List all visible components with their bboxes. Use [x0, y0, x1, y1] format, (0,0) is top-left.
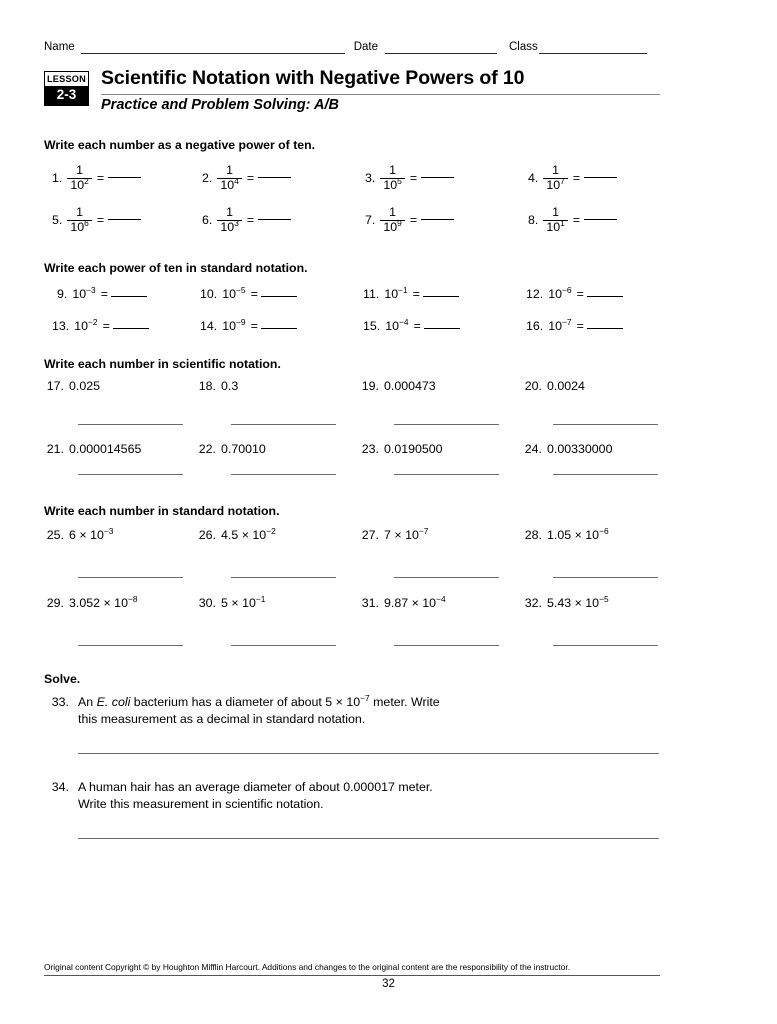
answer-line-31[interactable] — [394, 645, 499, 646]
item-number: 12. — [526, 287, 544, 301]
item-number: 20. — [524, 379, 542, 393]
decimal-value: 0.000473 — [384, 379, 436, 393]
fraction-denominator: $10^7$ — [546, 175, 565, 193]
item-number: 8. — [528, 213, 539, 228]
problem-item-31 — [359, 593, 446, 610]
problem-item-3 — [365, 164, 454, 192]
fraction — [67, 206, 91, 234]
equals-sign: = — [576, 319, 584, 333]
answer-line-23[interactable] — [394, 474, 499, 475]
equals-sign: = — [100, 287, 108, 301]
scientific-notation-value: $7 \times 10^{-7}$ — [384, 525, 429, 542]
fraction — [543, 164, 567, 192]
answer-line-29[interactable] — [78, 645, 183, 646]
equals-sign: = — [572, 213, 581, 228]
item-number: 32. — [524, 596, 542, 610]
lesson-badge-label: LESSON — [45, 72, 88, 86]
problem-item-7 — [365, 206, 454, 234]
decimal-value: 0.70010 — [221, 442, 266, 456]
decimal-value: 0.0190500 — [384, 442, 443, 456]
item-number: 25. — [46, 528, 64, 542]
decimal-value: 0.0024 — [547, 379, 585, 393]
power-expression: $10^{-7}$ — [548, 316, 572, 333]
item-number: 3. — [365, 171, 376, 186]
problem-item-28 — [522, 525, 609, 542]
problem-item-32 — [522, 593, 609, 610]
fraction-numerator: 1 — [552, 163, 560, 177]
fraction-denominator: $10^2$ — [70, 175, 89, 193]
item-number: 4. — [528, 171, 539, 186]
item-number: 27. — [361, 528, 379, 542]
name-input-line[interactable] — [81, 42, 345, 54]
fraction — [543, 206, 567, 234]
equals-sign: = — [412, 287, 420, 301]
answer-line-20[interactable] — [553, 424, 658, 425]
answer-line-28[interactable] — [553, 577, 658, 578]
answer-blank[interactable] — [423, 296, 459, 297]
equals-sign: = — [102, 319, 110, 333]
fraction — [380, 164, 404, 192]
answer-line-25[interactable] — [78, 577, 183, 578]
word-problem-34 — [47, 779, 647, 812]
problem-item-22 — [196, 442, 266, 456]
problem-item-30 — [196, 593, 266, 610]
problem-item-11 — [363, 284, 459, 301]
equals-sign: = — [96, 171, 105, 186]
answer-blank[interactable] — [261, 328, 297, 329]
equals-sign: = — [413, 319, 421, 333]
scientific-notation-value: $5 \times 10^{-1}$ — [221, 593, 266, 610]
fraction-denominator: $10^3$ — [220, 217, 239, 235]
fraction-numerator: 1 — [76, 205, 84, 219]
fraction — [217, 164, 241, 192]
problem-item-19 — [359, 379, 436, 393]
problem-item-17 — [44, 379, 100, 393]
item-number: 11. — [363, 287, 380, 301]
power-expression: $10^{-2}$ — [74, 316, 98, 333]
fraction-denominator: $10^9$ — [383, 217, 402, 235]
word-problem-text: A human hair has an average diameter of about 0.000017 meter. Write this measurement in scientific notation. — [78, 780, 433, 811]
answer-line-34[interactable] — [78, 838, 659, 839]
section-heading-3: Write each number in scientific notation. — [44, 357, 281, 371]
scientific-notation-value: $5.43 \times 10^{-5}$ — [547, 593, 609, 610]
class-input-line[interactable] — [539, 42, 647, 54]
problem-item-9 — [57, 284, 147, 301]
problem-item-20 — [522, 379, 585, 393]
lesson-badge — [44, 71, 89, 106]
decimal-value: 0.025 — [69, 379, 101, 393]
fraction-denominator: $10^6$ — [70, 217, 89, 235]
answer-blank[interactable] — [421, 177, 454, 178]
scientific-notation-value: $4.5 \times 10^{-2}$ — [221, 525, 276, 542]
item-number: 29. — [46, 596, 64, 610]
item-number: 19. — [361, 379, 379, 393]
section-heading-2: Write each power of ten in standard notation. — [44, 261, 308, 275]
equals-sign: = — [96, 213, 105, 228]
problem-item-16 — [526, 316, 623, 333]
answer-blank[interactable] — [113, 328, 149, 329]
item-number: 21. — [46, 442, 64, 456]
problem-item-24 — [522, 442, 612, 456]
power-expression: $10^{-4}$ — [385, 316, 409, 333]
problem-item-21 — [44, 442, 141, 456]
word-problem-text: An E. coli bacterium has a diameter of about $5 \times 10^{-7}$ meter. Write this measurement as a decimal in standard notation. — [78, 692, 440, 726]
item-number: 16. — [526, 319, 544, 333]
answer-line-18[interactable] — [231, 424, 336, 425]
item-number: 5. — [52, 213, 63, 228]
fraction-numerator: 1 — [226, 163, 234, 177]
copyright-notice: Original content Copyright © by Houghton Mifflin Harcourt. Additions and changes to the original content are the responsibility of the instructor. — [44, 962, 571, 972]
problem-item-25 — [44, 525, 114, 542]
answer-blank[interactable] — [111, 296, 147, 297]
decimal-value: 0.000014565 — [69, 442, 142, 456]
answer-line-24[interactable] — [553, 474, 658, 475]
answer-blank[interactable] — [587, 328, 623, 329]
item-number: 23. — [361, 442, 379, 456]
fraction-numerator: 1 — [389, 205, 397, 219]
item-number: 28. — [524, 528, 542, 542]
section-heading-4: Write each number in standard notation. — [44, 504, 280, 518]
answer-blank[interactable] — [421, 219, 454, 220]
word-problem-33 — [47, 694, 647, 727]
scientific-notation-value: $3.052 \times 10^{-8}$ — [69, 593, 138, 610]
answer-blank[interactable] — [108, 177, 141, 178]
answer-blank[interactable] — [424, 328, 460, 329]
student-info-line — [44, 38, 660, 54]
date-input-line[interactable] — [385, 42, 497, 54]
answer-blank[interactable] — [584, 219, 617, 220]
answer-line-33[interactable] — [78, 753, 659, 754]
answer-line-27[interactable] — [394, 577, 499, 578]
answer-line-21[interactable] — [78, 474, 183, 475]
decimal-value: 0.00330000 — [547, 442, 613, 456]
fraction-numerator: 1 — [76, 163, 84, 177]
equals-sign: = — [572, 171, 581, 186]
problem-item-23 — [359, 442, 443, 456]
problem-item-10 — [200, 284, 297, 301]
problem-item-14 — [200, 316, 297, 333]
problem-item-18 — [196, 379, 238, 393]
power-expression: $10^{-6}$ — [548, 284, 572, 301]
fraction-denominator: $10^1$ — [546, 217, 565, 235]
fraction — [67, 164, 91, 192]
equals-sign: = — [246, 213, 255, 228]
fraction-numerator: 1 — [226, 205, 234, 219]
fraction-numerator: 1 — [552, 205, 560, 219]
item-number: 34. — [51, 780, 69, 794]
answer-blank[interactable] — [587, 296, 623, 297]
fraction-denominator: $10^5$ — [383, 175, 402, 193]
item-number: 2. — [202, 171, 213, 186]
power-expression: $10^{-3}$ — [72, 284, 96, 301]
item-number: 30. — [198, 596, 216, 610]
equals-sign: = — [409, 171, 418, 186]
answer-line-22[interactable] — [231, 474, 336, 475]
item-number: 10. — [200, 287, 218, 301]
item-number: 24. — [524, 442, 542, 456]
item-number: 22. — [198, 442, 216, 456]
answer-line-32[interactable] — [553, 645, 658, 646]
power-expression: $10^{-5}$ — [222, 284, 246, 301]
item-number: 6. — [202, 213, 213, 228]
problem-item-5 — [52, 206, 141, 234]
page-subtitle: Practice and Problem Solving: A/B — [101, 97, 339, 113]
item-number: 7. — [365, 213, 376, 228]
item-number: 17. — [46, 379, 64, 393]
answer-blank[interactable] — [584, 177, 617, 178]
equals-sign: = — [250, 319, 258, 333]
answer-blank[interactable] — [261, 296, 297, 297]
item-number: 13. — [52, 319, 70, 333]
power-expression: $10^{-9}$ — [222, 316, 246, 333]
problem-item-1 — [52, 164, 141, 192]
item-number: 14. — [200, 319, 218, 333]
page-number: 32 — [382, 978, 395, 990]
section-heading-5: Solve. — [44, 672, 81, 686]
fraction-numerator: 1 — [389, 163, 397, 177]
scientific-notation-value: $1.05 \times 10^{-6}$ — [547, 525, 609, 542]
answer-blank[interactable] — [108, 219, 141, 220]
scientific-notation-value: $9.87 \times 10^{-4}$ — [384, 593, 446, 610]
item-number: 1. — [52, 171, 63, 186]
lesson-badge-number: 2-3 — [45, 86, 88, 105]
item-number: 18. — [198, 379, 216, 393]
item-number: 31. — [361, 596, 379, 610]
problem-item-6 — [202, 206, 291, 234]
answer-line-17[interactable] — [78, 424, 183, 425]
fraction — [380, 206, 404, 234]
equals-sign: = — [250, 287, 258, 301]
class-label: Class — [508, 41, 538, 53]
problem-item-27 — [359, 525, 429, 542]
problem-item-12 — [526, 284, 623, 301]
fraction-denominator: $10^4$ — [220, 175, 239, 193]
problem-item-26 — [196, 525, 276, 542]
page-title: Scientific Notation with Negative Powers of 10 — [101, 67, 525, 89]
problem-item-13 — [52, 316, 149, 333]
problem-item-4 — [528, 164, 617, 192]
section-heading-1: Write each number as a negative power of ten. — [44, 138, 316, 152]
footer-divider — [44, 975, 660, 976]
name-label: Name — [44, 41, 75, 53]
item-number: 9. — [57, 287, 68, 301]
italic-term: E. coli — [96, 695, 131, 709]
answer-blank[interactable] — [258, 177, 291, 178]
fraction — [217, 206, 241, 234]
item-number: 15. — [363, 319, 381, 333]
equals-sign: = — [576, 287, 584, 301]
problem-item-2 — [202, 164, 291, 192]
title-divider — [101, 94, 660, 95]
power-expression: $10^{-1}$ — [384, 284, 408, 301]
answer-line-30[interactable] — [231, 645, 336, 646]
answer-line-19[interactable] — [394, 424, 499, 425]
scientific-notation-value: $6 \times 10^{-3}$ — [69, 525, 114, 542]
decimal-value: 0.3 — [221, 379, 239, 393]
item-number: 33. — [51, 695, 69, 709]
item-number: 26. — [198, 528, 216, 542]
equals-sign: = — [409, 213, 418, 228]
problem-item-15 — [363, 316, 460, 333]
answer-blank[interactable] — [258, 219, 291, 220]
problem-item-29 — [44, 593, 138, 610]
problem-item-8 — [528, 206, 617, 234]
equals-sign: = — [246, 171, 255, 186]
answer-line-26[interactable] — [231, 577, 336, 578]
date-label: Date — [353, 41, 378, 53]
